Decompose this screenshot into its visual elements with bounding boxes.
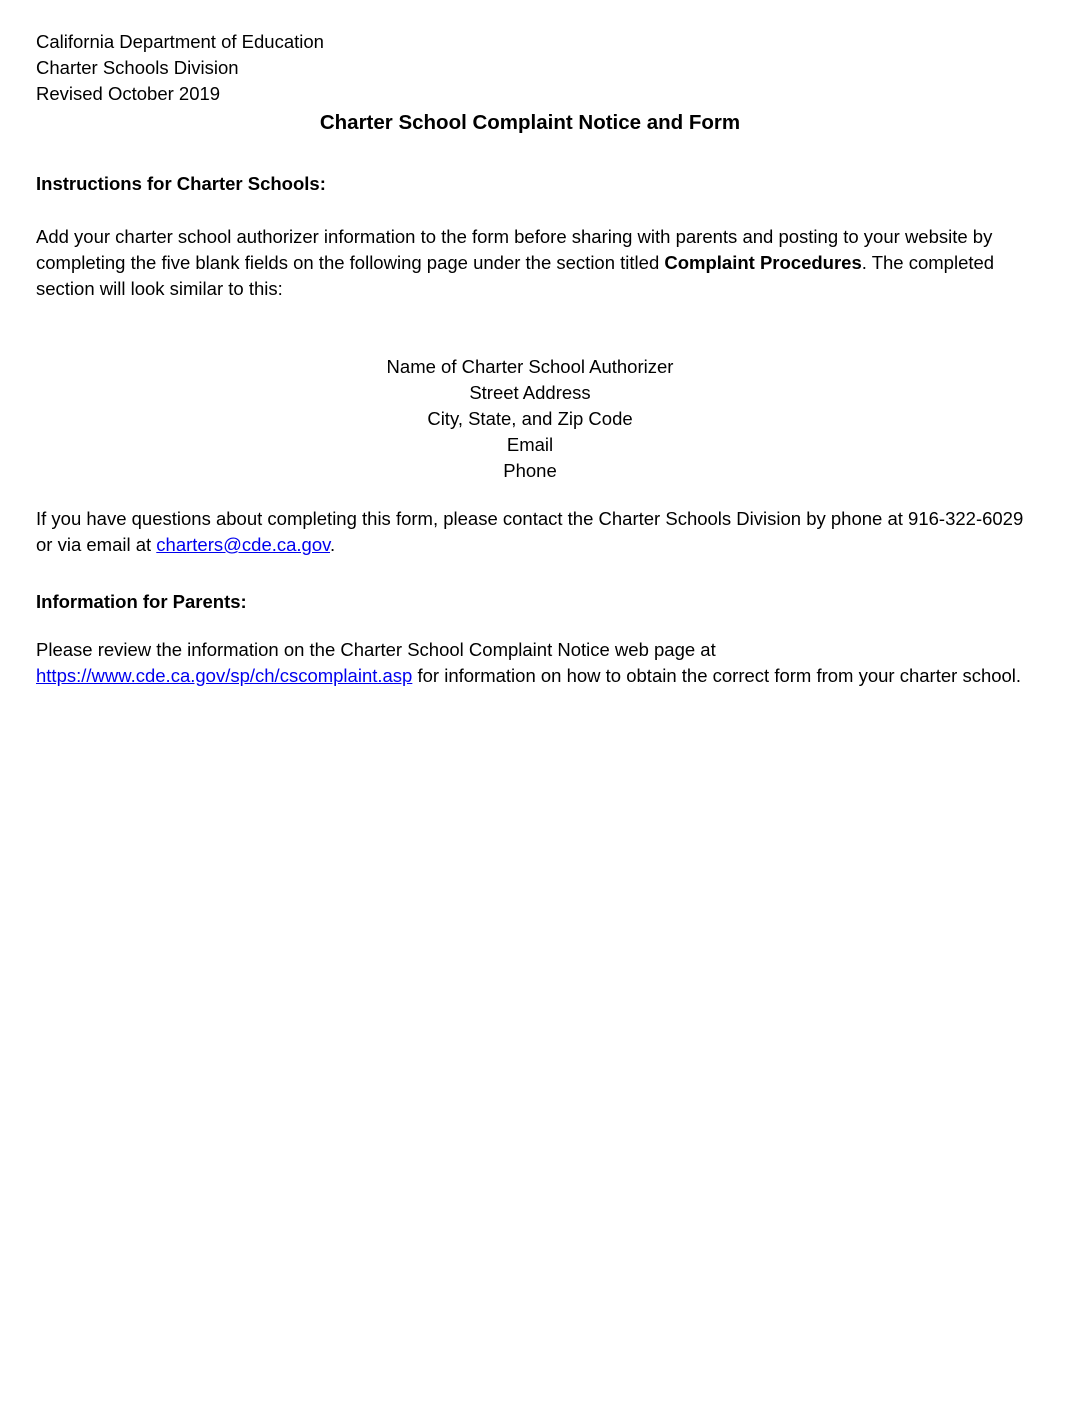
- parents-heading: Information for Parents:: [36, 591, 247, 612]
- charters-email-link[interactable]: charters@cde.ca.gov: [156, 534, 331, 555]
- authorizer-example-block: [36, 354, 1024, 484]
- example-line-city-state-zip: City, State, and Zip Code: [427, 408, 633, 429]
- instructions-paragraph: Add your charter school authorizer information to the form before sharing with parents and posting to your website by completing the five blank fields on the following page under the section titled Complaint Procedures. The completed section will look similar to this:: [36, 226, 995, 299]
- document-header: [36, 29, 1024, 107]
- example-line-street-address: Street Address: [469, 382, 591, 403]
- revision-date-line: Revised October 2019: [36, 83, 221, 104]
- document-title: Charter School Complaint Notice and Form: [319, 111, 741, 134]
- example-line-authorizer-name: Name of Charter School Authorizer: [386, 356, 674, 377]
- parents-paragraph: Please review the information on the Charter School Complaint Notice web page at https://www.cde.ca.gov/sp/ch/cscomplaint.asp for information on how to obtain the correct form from your charter school.: [36, 639, 1022, 686]
- example-line-email: Email: [506, 434, 554, 455]
- org-name-line: California Department of Education: [36, 31, 324, 52]
- complaint-notice-link[interactable]: https://www.cde.ca.gov/sp/ch/cscomplaint.asp: [36, 665, 413, 686]
- example-line-phone: Phone: [503, 460, 557, 481]
- contact-paragraph: If you have questions about completing this form, please contact the Charter Schools Division by phone at 916-322-6029 or via email at charters@cde.ca.gov.: [36, 508, 1024, 555]
- division-line: Charter Schools Division: [36, 57, 239, 78]
- instructions-heading: Instructions for Charter Schools:: [36, 173, 326, 194]
